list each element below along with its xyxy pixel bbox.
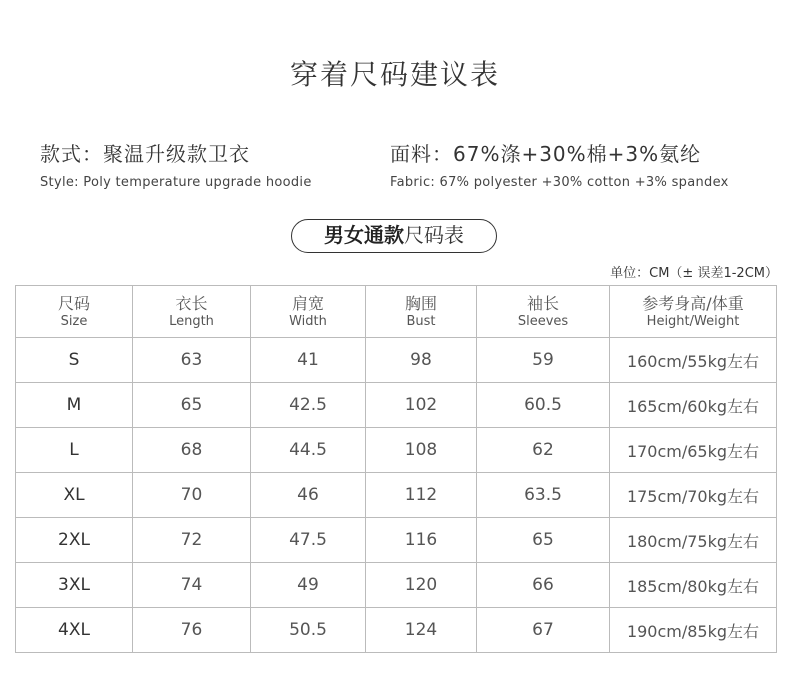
sleeves-cell: 67	[477, 608, 610, 653]
table-header-row	[16, 286, 777, 338]
column-header-en: Height/Weight	[646, 313, 740, 329]
column-header-cn: 衣长	[175, 293, 208, 313]
table-row	[16, 473, 777, 518]
fabric-label-en: Fabric: 67% polyester +30% cotton +3% spandex	[390, 175, 729, 190]
size-cell: M	[16, 383, 133, 428]
column-header-en: Size	[60, 313, 88, 329]
height-weight-cell: 170cm/65kg左右	[610, 428, 777, 473]
column-header-en: Width	[289, 313, 327, 329]
height-weight-cell: 160cm/55kg左右	[610, 338, 777, 383]
sleeves-cell: 62	[477, 428, 610, 473]
length-cell: 65	[133, 383, 251, 428]
size-cell: 4XL	[16, 608, 133, 653]
width-cell: 50.5	[251, 608, 366, 653]
table-row	[16, 608, 777, 653]
table-row	[16, 428, 777, 473]
column-header-width	[251, 286, 366, 338]
length-cell: 72	[133, 518, 251, 563]
unit-note: 单位：CM（± 误差1-2CM）	[610, 266, 778, 281]
style-label-cn: 款式：聚温升级款卫衣	[40, 142, 250, 166]
page-title: 穿着尺码建议表	[289, 58, 500, 91]
length-cell: 70	[133, 473, 251, 518]
style-info	[40, 138, 312, 190]
length-cell: 63	[133, 338, 251, 383]
column-header-cn: 参考身高/体重	[642, 293, 744, 313]
size-table	[15, 285, 777, 653]
size-chart-title-bold: 男女通款	[324, 223, 404, 247]
height-weight-cell: 180cm/75kg左右	[610, 518, 777, 563]
table-row	[16, 518, 777, 563]
sleeves-cell: 65	[477, 518, 610, 563]
size-cell: XL	[16, 473, 133, 518]
width-cell: 44.5	[251, 428, 366, 473]
size-chart-title-normal: 尺码表	[404, 223, 464, 247]
column-header-cn: 尺码	[57, 293, 90, 313]
bust-cell: 112	[366, 473, 477, 518]
column-header-length	[133, 286, 251, 338]
table-row	[16, 563, 777, 608]
size-cell: L	[16, 428, 133, 473]
height-weight-cell: 190cm/85kg左右	[610, 608, 777, 653]
size-chart-title-badge	[291, 219, 497, 253]
width-cell: 46	[251, 473, 366, 518]
fabric-info	[390, 138, 729, 190]
bust-cell: 98	[366, 338, 477, 383]
height-weight-cell: 175cm/70kg左右	[610, 473, 777, 518]
width-cell: 42.5	[251, 383, 366, 428]
size-cell: S	[16, 338, 133, 383]
table-row	[16, 338, 777, 383]
column-header-en: Sleeves	[517, 313, 569, 329]
bust-cell: 120	[366, 563, 477, 608]
column-header-size	[16, 286, 133, 338]
column-header-sleeves	[477, 286, 610, 338]
column-header-en: Bust	[406, 313, 436, 329]
length-cell: 74	[133, 563, 251, 608]
width-cell: 49	[251, 563, 366, 608]
column-header-bust	[366, 286, 477, 338]
size-cell: 3XL	[16, 563, 133, 608]
width-cell: 47.5	[251, 518, 366, 563]
column-header-height-weight	[610, 286, 777, 338]
length-cell: 76	[133, 608, 251, 653]
length-cell: 68	[133, 428, 251, 473]
sleeves-cell: 60.5	[477, 383, 610, 428]
column-header-cn: 肩宽	[291, 293, 324, 313]
column-header-cn: 袖长	[526, 293, 559, 313]
column-header-en: Length	[169, 313, 214, 329]
column-header-cn: 胸围	[404, 293, 437, 313]
height-weight-cell: 165cm/60kg左右	[610, 383, 777, 428]
sleeves-cell: 59	[477, 338, 610, 383]
bust-cell: 102	[366, 383, 477, 428]
bust-cell: 124	[366, 608, 477, 653]
height-weight-cell: 185cm/80kg左右	[610, 563, 777, 608]
table-row	[16, 383, 777, 428]
bust-cell: 116	[366, 518, 477, 563]
style-label-en: Style: Poly temperature upgrade hoodie	[40, 175, 312, 190]
fabric-label-cn: 面料：67%涤+30%棉+3%氨纶	[390, 142, 702, 166]
sleeves-cell: 66	[477, 563, 610, 608]
size-cell: 2XL	[16, 518, 133, 563]
sleeves-cell: 63.5	[477, 473, 610, 518]
bust-cell: 108	[366, 428, 477, 473]
width-cell: 41	[251, 338, 366, 383]
